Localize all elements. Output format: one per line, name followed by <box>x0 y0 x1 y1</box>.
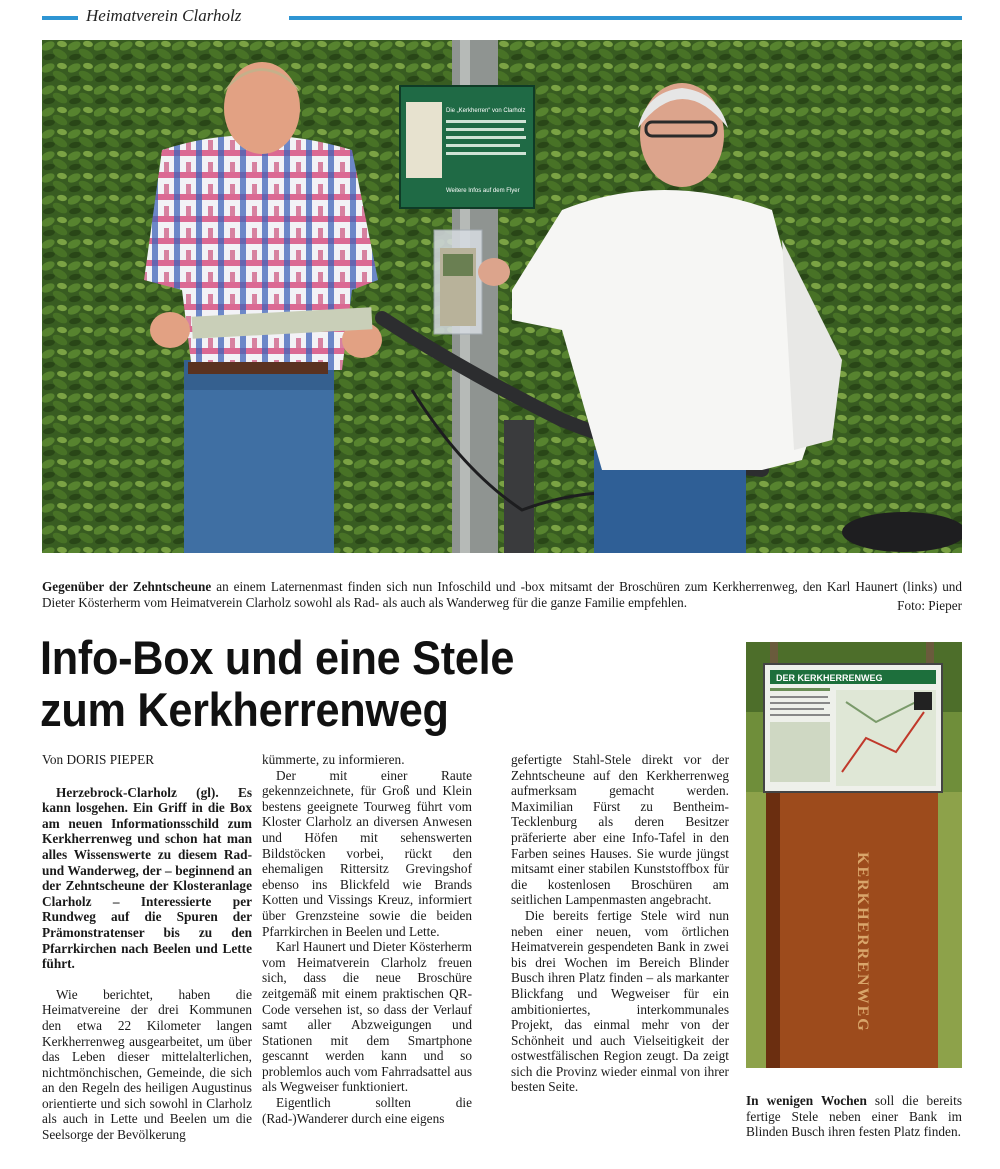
stele-board-title: DER KERKHERRENWEG <box>776 673 883 683</box>
article-lead: Herzebrock-Clarholz (gl). Es kann losgehen. Ein Griff in die Box am neuen Informationsschild zum Kerkherrenweg und schon hat man alles Wissenswerte zu diesem Rad- und Wanderweg, der – beginnend an der Zehntscheune der Klosteranlage Clarholz – Interessierte per Rundweg auf die Spuren der Prämonstratenser bis zu den Pfarrkirchen nach Beelen und Lette führt. <box>42 784 252 972</box>
section-kicker: Heimatverein Clarholz <box>86 6 242 25</box>
photo-credit: Foto: Pieper <box>897 598 962 613</box>
sign-text-1: Die „Kerkherren“ von Clarholz <box>446 108 526 114</box>
article-paragraph-2: Der mit einer Raute gekennzeichnete, für Groß und Klein bestens geeignete Tourweg führt vom Kloster Clarholz an diversen Anwesen und Höfen mit sehenswerten Bildstöcken vorbei, rückt den ehemaligen Rittersitz Grevingshof ebenso ins Blickfeld wie Brands Kotten und Vissings Kreuz, informiert über Grenzsteine sowie die beiden Pfarrkirchen in Beelen und Lette. <box>262 767 472 939</box>
stele-photo <box>746 642 962 1068</box>
caption-lead: Gegenüber der Zehntscheune <box>42 579 212 595</box>
article-column-2 <box>262 752 472 1126</box>
headline-line-1: Info-Box und eine Stele <box>40 631 515 684</box>
stele-lettering: KERKHERRENWEG <box>854 852 871 1033</box>
caption-text: an einem Laternenmast finden sich nun Infoschild und -box mitsamt der Broschüren zum Kerkherrenweg, den Karl Haunert (links) und Dieter Kösterherm vom Heimatverein Clarholz sowohl als Rad- als auch als Wanderweg für die ganze Familie empfehlen. <box>42 579 962 611</box>
info-sign <box>400 86 534 208</box>
header-rule-right <box>289 16 962 20</box>
page-header <box>42 6 962 30</box>
article-paragraph-5: Die bereits fertige Stele wird nun neben einer neuen, vom örtlichen Heimatverein gespendeten Bank in zwei bis drei Wochen im Bereich Blinder Busch ihren Platz finden – als markanter Blickfang und Wegweiser für ein ambitioniertes, interkommunales Projekt, das einmal mehr von der Schönheit und auch Vielseitigkeit der ostwestfälischen Region zeugt. Da zeigt sich die Provinz wieder einmal von ihrer besten Seite. <box>511 907 729 1095</box>
main-photo <box>42 40 962 553</box>
header-rule-left <box>42 16 78 20</box>
article-paragraph-1-continued: kümmerte, zu informieren. <box>262 752 405 767</box>
stele-info-board <box>764 664 942 792</box>
stele-caption-text: soll die bereits fertige Stele neben einer Bank im Blinden Busch ihren festen Platz finden. <box>746 1093 962 1140</box>
article-paragraph-4-continued: gefertigte Stahl-Stele direkt vor der Zehntscheune auf den Kerkherrenweg aufmerksam gemacht werden. Maximilian Fürst zu Bentheim-Tecklenburg als deren Besitzer präferierte aber eine Info-Tafel in den Farben seines Hauses. Sie wurde jüngst mitsamt einer stabilen Kunststoffbox für die kostenlosen Broschüren am seitlichen Lampenmasten angebracht. <box>511 752 729 908</box>
sign-text-2: Weitere Infos auf dem Flyer <box>446 188 520 194</box>
article-paragraph-3: Karl Haunert und Dieter Kösterherm vom Heimatverein Clarholz freuen sich, dass die neue Broschüre zeitgemäß mit einem praktischen QR-Code versehen ist, so dass der Verlauf samt aller Abzweigungen und Stationen mit dem Smartphone gescannt werden kann und so problemlos auch vom Fahrradsattel aus als Wegweiser funktioniert. <box>262 939 472 1095</box>
headline-line-2: zum Kerkherrenweg <box>40 683 449 736</box>
headline <box>40 632 675 736</box>
stele-caption-lead: In wenigen Wochen <box>746 1093 867 1109</box>
byline: Von DORIS PIEPER <box>42 752 155 767</box>
article-column-1 <box>42 752 252 1143</box>
article-column-3 <box>511 752 729 1095</box>
article-paragraph-4: Eigentlich sollten die (Rad-)Wanderer durch eine eigens <box>262 1095 472 1126</box>
brochure-box <box>434 230 482 334</box>
stele-caption <box>746 1093 962 1140</box>
photo-caption <box>42 579 962 611</box>
article-paragraph-1: Wie berichtet, haben die Heimatvereine der drei Kommunen den etwa 22 Kilometer langen Kerkherrenweg ausgearbeitet, um über das Leben dieser mittelalterlichen, nichtmönchischen, Gemeinde, die sich an den Regeln des heiligen Augustinus orientierte und sich sowohl in Clarholz als auch in Lette und Beelen um die Seelsorge der Bevölkerung <box>42 986 252 1143</box>
